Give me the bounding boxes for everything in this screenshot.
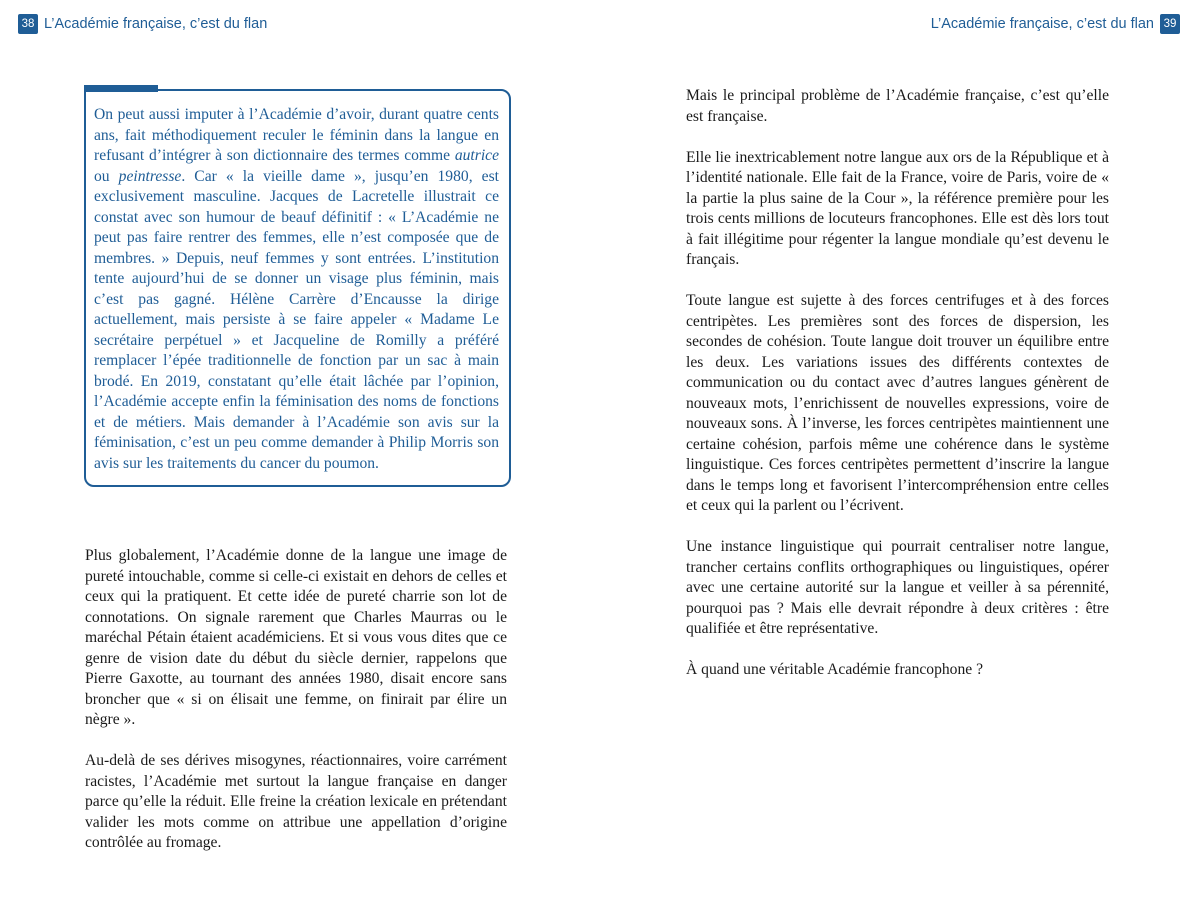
page-number-right: 39: [1160, 14, 1180, 34]
right-page: [600, 0, 1200, 904]
inset-text-start: On peut aussi imputer à l’Académie d’avoir, durant quatre cents ans, fait méthodiquement reculer le féminin dans la langue en refusant d’intégrer à son dictionnaire des termes comme: [94, 106, 499, 164]
body-paragraph: Toute langue est sujette à des forces centrifuges et à des forces centripètes. Les premières sont des forces de dispersion, les secondes de cohésion. Toute langue doit trouver un équilibre entre les deux. Les variations issues des différents contextes de communication ou du contact avec d’autres langues génèrent de nouveaux mots, l’enrichissent de nouvelles expressions, voire de nouveaux sons. À l’inverse, les forces centripètes maintiennent une certaine cohésion, parfois même une cohérence dans le système linguistique. Ces forces centripètes permettent d’inscrire la langue dans le temps long et favorisent l’intercompréhension entre celles et ceux qui la parlent ou l’écrivent.: [686, 292, 1109, 514]
running-title-left: L’Académie française, c’est du flan: [44, 16, 268, 32]
inset-paragraph: [94, 105, 499, 474]
body-paragraph: Au-delà de ses dérives misogynes, réactionnaires, voire carrément racistes, l’Académie met surtout la langue française en danger parce qu’elle la réduit. Elle freine la création lexicale en prétendant valider les mots comme on attribue une appellation d’origine contrôlée au fromage.: [85, 752, 507, 851]
inset-word-autrice: autrice: [454, 147, 499, 164]
running-header-left: [18, 14, 267, 34]
body-paragraph: Elle lie inextricablement notre langue aux ors de la République et à l’identité nationale. Elle fait de la France, voire de Paris, voire de « la partie la plus saine de la Cour », la référence première pour les trois cents millions de locuteurs francophones. Elle est dès lors tout à fait illégitime pour régenter la langue mondiale qu’est devenu le français.: [686, 148, 1109, 268]
inset-word-ou: ou: [94, 167, 119, 185]
inset-box: [84, 89, 511, 487]
left-body-text: [85, 546, 507, 854]
right-body-text: [686, 86, 1109, 681]
body-paragraph: Plus globalement, l’Académie donne de la langue une image de pureté intouchable, comme si celle-ci existait en dehors de celles et ceux qui la pratiquent. Et cette idée de pureté charrie son lot de connotations. On signale rarement que Charles Maurras ou le maréchal Pétain étaient académiciens. Et si vous vous dites que ce genre de vision date du début du siècle dernier, rappelons que Pierre Gaxotte, au tournant des années 1980, disait encore sans broncher que « si on élisait une femme, on finirait par élire un nègre ».: [85, 547, 507, 728]
inset-word-peintresse: peintresse: [118, 167, 182, 185]
body-paragraph: Mais le principal problème de l’Académie française, c’est qu’elle est française.: [686, 87, 1109, 125]
running-header-right: [931, 14, 1180, 34]
running-title-right: L’Académie française, c’est du flan: [930, 16, 1154, 32]
inset-box-tab: [84, 85, 158, 92]
body-paragraph: À quand une véritable Académie francophone ?: [686, 661, 984, 678]
page-number-left: 38: [18, 14, 38, 34]
inset-text-end: . Car « la vieille dame », jusqu’en 1980, est exclusivement masculine. Jacques de Lacretelle illustrait ce constat avec son humour de beauf définitif : « L’Académie ne peut pas faire rentrer des femmes, elle n’est composée que de membres. » Depuis, neuf femmes y sont entrées. L’institution tente aujourd’hui de se donner un visage plus féminin, mais c’est pas gagné. Hélène Carrère d’Encausse la dirige actuellement, mais persiste à se faire appeler « Madame Le secrétaire perpétuel » et Jacqueline de Romilly a préféré remplacer l’épée traditionnelle de fonction par un sac à main brodé. En 2019, constatant qu’elle était lâchée par l’opinion, l’Académie accepte enfin la féminisation des noms de fonctions et de métiers. Mais demander à l’Académie son avis sur la féminisation, c’est un peu comme demander à Philip Morris son avis sur les traitements du cancer du poumon.: [94, 167, 499, 472]
body-paragraph: Une instance linguistique qui pourrait centraliser notre langue, trancher certains conflits orthographiques ou linguistiques, opérer avec une certaine autorité sur la langue et veiller à sa pérennité, pourquoi pas ? Mais elle devrait répondre à deux critères : être qualifiée et être représentative.: [686, 538, 1109, 637]
